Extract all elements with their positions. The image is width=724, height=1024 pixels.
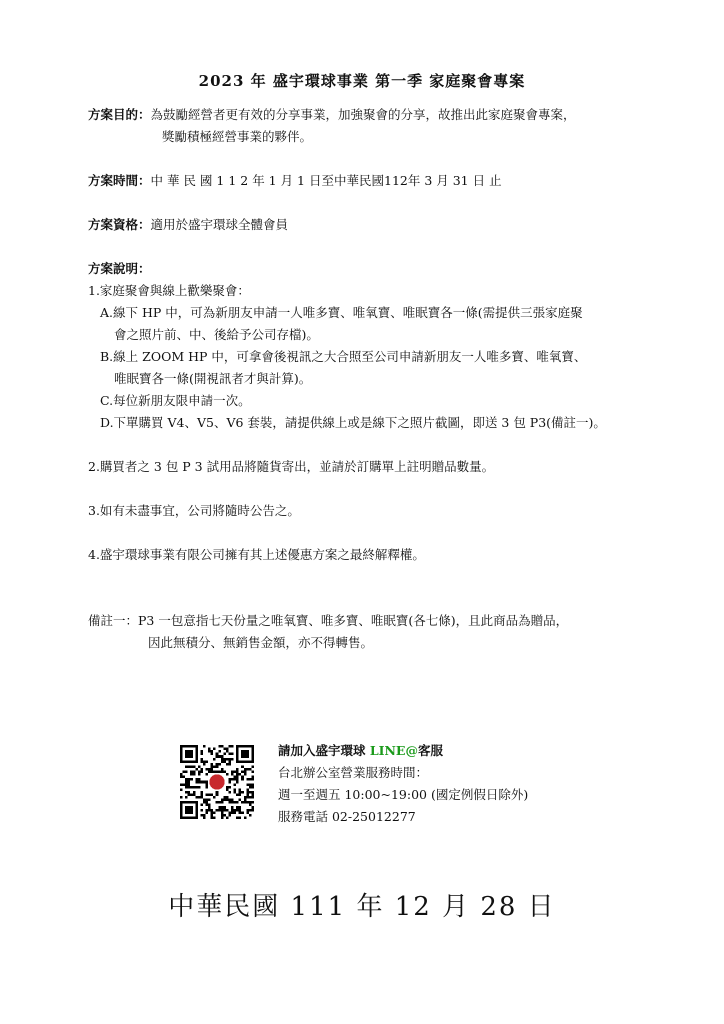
purpose-text-line2: 獎勵積極經營事業的夥伴。 xyxy=(162,129,313,144)
description-item4: 4.盛宇環球事業有限公司擁有其上述優惠方案之最終解釋權。 xyxy=(88,547,425,562)
qr-logo-icon xyxy=(209,774,224,789)
contact-title-prefix: 請加入盛宇環球 xyxy=(278,743,370,758)
description-item1-a-line2: 會之照片前、中、後給予公司存檔)。 xyxy=(114,327,319,342)
note-line1: 備註一：P3 一包意指七天份量之唯氧寶、唯多寶、唯眠寶(各七條)，且此商品為贈品， xyxy=(88,613,569,628)
description-item1-d: D.下單購買 V4、V5、V6 套裝，請提供線上或是線下之照片截圖，即送 3 包 P3(備註一)。 xyxy=(100,415,606,430)
description-item1-title: 1.家庭聚會與線上歡樂聚會： xyxy=(88,283,250,298)
purpose-label: 方案目的： xyxy=(88,107,151,122)
description-item1-b-line1: B.線上 ZOOM HP 中，可拿會後視訊之大合照至公司申請新朋友一人唯多寶、唯氧寶、 xyxy=(100,349,587,364)
service-phone: 服務電話 02-25012277 xyxy=(278,809,416,824)
qr-code-icon xyxy=(180,745,254,819)
purpose-section xyxy=(88,104,576,126)
contact-title-suffix: 客服 xyxy=(417,743,443,758)
document-title: 2023 年 盛宇環球事業 第一季 家庭聚會專案 xyxy=(198,72,526,90)
eligibility-section xyxy=(88,214,288,236)
office-hours: 週一至週五 10:00~19:00 (國定例假日除外) xyxy=(278,787,529,802)
description-label: 方案說明： xyxy=(88,261,151,276)
period-section xyxy=(88,170,502,192)
document-date: 中華民國 111 年 12 月 28 日 xyxy=(168,892,556,922)
description-item3: 3.如有未盡事宜，公司將隨時公告之。 xyxy=(88,503,300,518)
period-text: 中 華 民 國 1 1 2 年 1 月 1 日至中華民國112年 3 月 31 日 止 xyxy=(150,173,502,188)
office-hours-label: 台北辦公室營業服務時間： xyxy=(278,765,429,780)
description-item2: 2.購買者之 3 包 P 3 試用品將隨貨寄出，並請於訂購單上註明贈品數量。 xyxy=(88,459,495,474)
description-item1-c: C.每位新朋友限申請一次。 xyxy=(100,393,251,408)
eligibility-text: 適用於盛宇環球全體會員 xyxy=(150,217,289,232)
eligibility-label: 方案資格： xyxy=(88,217,151,232)
note-line2: 因此無積分、無銷售金額，亦不得轉售。 xyxy=(148,635,374,650)
line-at-label: LINE@ xyxy=(369,743,418,758)
purpose-text-line1: 為鼓勵經營者更有效的分享事業，加強聚會的分享，故推出此家庭聚會專案， xyxy=(150,107,576,122)
description-item1-b-line2: 唯眠寶各一條(開視訊者才與計算)。 xyxy=(114,371,312,386)
period-label: 方案時間： xyxy=(88,173,151,188)
contact-title xyxy=(278,740,443,762)
description-item1-a-line1: A.線下 HP 中，可為新朋友申請一人唯多寶、唯氧寶、唯眠寶各一條(需提供三張家庭聚 xyxy=(100,305,583,320)
